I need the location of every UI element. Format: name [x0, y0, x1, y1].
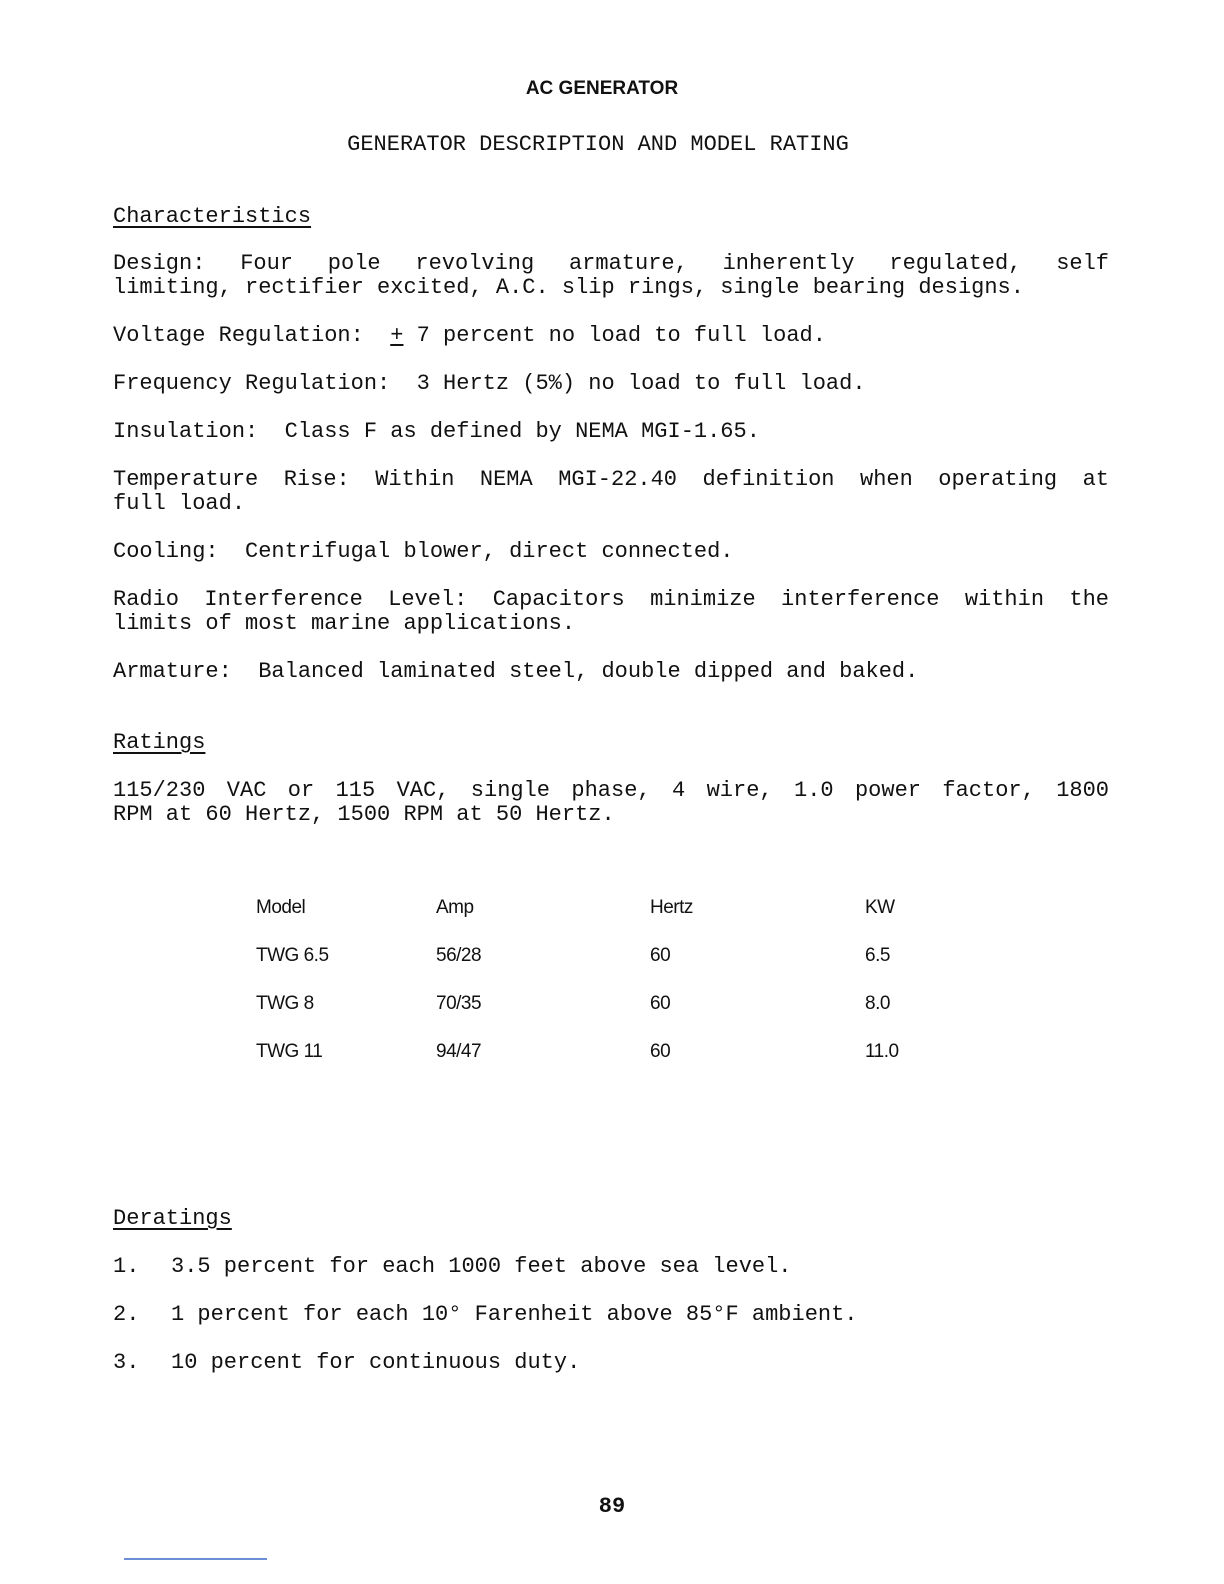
table-cell-hertz: 60 [650, 1041, 671, 1062]
table-cell-kw: 11.0 [865, 1041, 899, 1062]
frequency-regulation: Frequency Regulation: 3 Hertz (5%) no load to full load. [113, 371, 866, 396]
table-cell-model: TWG 8 [256, 993, 314, 1014]
list-item: 10 percent for continuous duty. [171, 1350, 581, 1375]
table-header-amp: Amp [436, 897, 474, 918]
list-item: 1 percent for each 10° Farenheit above 85°F ambient. [171, 1302, 858, 1327]
list-item-number: 3. [113, 1350, 140, 1375]
page-title: AC GENERATOR [525, 78, 679, 99]
table-cell-amp: 94/47 [436, 1041, 482, 1062]
design-line-2: limiting, rectifier excited, A.C. slip rings, single bearing designs. [113, 275, 1024, 300]
table-cell-kw: 6.5 [865, 945, 890, 966]
table-header-hertz: Hertz [650, 897, 693, 918]
list-item-number: 1. [113, 1254, 140, 1279]
page-subtitle: GENERATOR DESCRIPTION AND MODEL RATING [347, 132, 849, 157]
ratings-line-2: RPM at 60 Hertz, 1500 RPM at 50 Hertz. [113, 802, 615, 827]
temperature-rise-line-2: full load. [113, 491, 246, 516]
page-number: 89 [598, 1494, 626, 1519]
design-line-1: Design: Four pole revolving armature, inherently regulated, self [113, 251, 1109, 276]
cooling: Cooling: Centrifugal blower, direct connected. [113, 539, 734, 564]
voltage-regulation [113, 324, 826, 348]
table-header-kw: KW [865, 897, 895, 918]
ratings-heading: Ratings [113, 730, 206, 755]
radio-interference-line-1: Radio Interference Level: Capacitors minimize interference within the [113, 587, 1109, 612]
table-cell-amp: 70/35 [436, 993, 482, 1014]
list-item: 3.5 percent for each 1000 feet above sea level. [171, 1254, 792, 1279]
plus-minus-symbol: + [390, 323, 404, 348]
list-item-number: 2. [113, 1302, 140, 1327]
table-cell-amp: 56/28 [436, 945, 482, 966]
table-cell-model: TWG 11 [256, 1041, 323, 1062]
table-header-model: Model [256, 897, 306, 918]
table-cell-model: TWG 6.5 [256, 945, 329, 966]
deratings-heading: Deratings [113, 1206, 232, 1231]
insulation: Insulation: Class F as defined by NEMA MGI-1.65. [113, 419, 760, 444]
table-cell-hertz: 60 [650, 945, 671, 966]
characteristics-heading: Characteristics [113, 204, 312, 229]
voltage-value: 7 percent no load to full load. [416, 323, 826, 348]
temperature-rise-line-1: Temperature Rise: Within NEMA MGI-22.40 definition when operating at [113, 467, 1109, 492]
scan-edge-divider [124, 1558, 267, 1560]
voltage-label: Voltage Regulation: [113, 323, 364, 348]
armature: Armature: Balanced laminated steel, double dipped and baked. [113, 659, 919, 684]
table-cell-kw: 8.0 [865, 993, 890, 1014]
table-cell-hertz: 60 [650, 993, 671, 1014]
ratings-line-1: 115/230 VAC or 115 VAC, single phase, 4 wire, 1.0 power factor, 1800 [113, 778, 1109, 803]
radio-interference-line-2: limits of most marine applications. [113, 611, 576, 636]
